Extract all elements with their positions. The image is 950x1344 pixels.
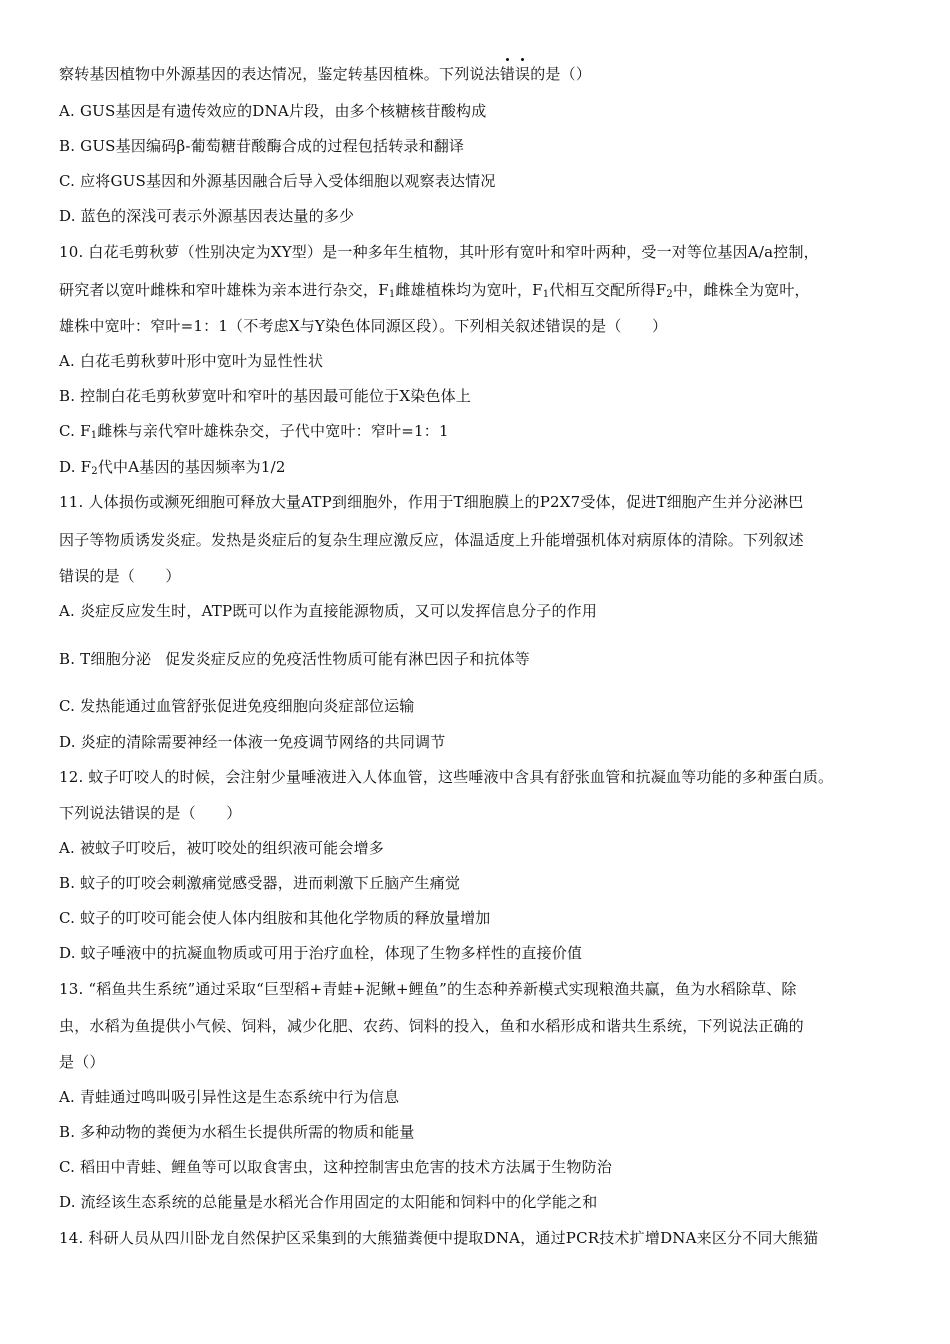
emphasis-mark: 错 xyxy=(499,65,516,83)
q11-option-d: D. 炎症的清除需要神经一体液一免疫调节网络的共同调节 xyxy=(59,733,446,751)
q12-stem-line2: 下列说法错误的是（ ） xyxy=(59,804,242,822)
q10-option-a: A. 白花毛剪秋萝叶形中宽叶为显性性状 xyxy=(59,352,324,370)
q12-stem-line1: 12. 蚊子叮咬人的时候，会注射少量唾液进入人体血管，这些唾液中含具有舒张血管和抗凝血等功能的多种蛋白质。 xyxy=(59,768,834,786)
q10-stem-line3: 雄株中宽叶：窄叶=1：1（不考虑X与Y染色体同源区段）。下列相关叙述错误的是（ ） xyxy=(59,317,668,335)
q10-option-b: B. 控制白花毛剪秋萝宽叶和窄叶的基因最可能位于X染色体上 xyxy=(59,387,472,405)
q9-stem-bracket: 的是（） xyxy=(530,65,592,83)
q13-stem-line2: 虫，水稻为鱼提供小气候、饲料，减少化肥、农药、饲料的投入，鱼和水稻形成和谐共生系统，下列说法正确的 xyxy=(59,1017,804,1035)
q12-option-a: A. 被蚊子叮咬后，被叮咬处的组织液可能会增多 xyxy=(59,839,384,857)
q14-stem-line1: 14. 科研人员从四川卧龙自然保护区采集到的大熊猫粪便中提取DNA，通过PCR技术扩增DNA来区分不同大熊猫 xyxy=(59,1229,819,1247)
q11-option-c: C. 发热能通过血管舒张促进免疫细胞向炎症部位运输 xyxy=(59,697,415,715)
q10-option-d: D. $F_2$代中A基因的基因频率为1/2 xyxy=(59,458,286,477)
q9-option-d: D. 蓝色的深浅可表示外源基因表达量的多少 xyxy=(59,207,355,225)
q10-stem-line1: 10. 白花毛剪秋萝（性别决定为XY型）是一种多年生植物，其叶形有宽叶和窄叶两种，受一对等位基因A/a控制， xyxy=(59,243,819,261)
q13-option-c: C. 稻田中青蛙、鲤鱼等可以取食害虫，这种控制害虫危害的技术方法属于生物防治 xyxy=(59,1158,613,1176)
q11-stem-line3: 错误的是（ ） xyxy=(59,567,181,585)
q13-option-d: D. 流经该生态系统的总能量是水稻光合作用固定的太阳能和饲料中的化学能之和 xyxy=(59,1193,598,1211)
q13-option-a: A. 青蛙通过鸣叫吸引异性这是生态系统中行为信息 xyxy=(59,1088,400,1106)
q13-stem-line3: 是（） xyxy=(59,1053,105,1071)
q12-option-d: D. 蚊子唾液中的抗凝血物质或可用于治疗血栓，体现了生物多样性的直接价值 xyxy=(59,944,583,962)
q12-option-c: C. 蚊子的叮咬可能会使人体内组胺和其他化学物质的释放量增加 xyxy=(59,909,491,927)
q13-option-b: B. 多种动物的粪便为水稻生长提供所需的物质和能量 xyxy=(59,1123,415,1141)
q11-option-a: A. 炎症反应发生时，ATP既可以作为直接能源物质，又可以发挥信息分子的作用 xyxy=(59,602,598,620)
q9-stem-tail xyxy=(59,64,591,84)
q12-option-b: B. 蚊子的叮咬会刺激痛觉感受器，进而刺激下丘脑产生痛觉 xyxy=(59,874,461,892)
q9-stem-text: 察转基因植物中外源基因的表达情况，鉴定转基因植株。下列说法 xyxy=(59,65,500,83)
q10-stem-line2: 研究者以宽叶雌株和窄叶雄株为亲本进行杂交，$F_1$雌雄植株均为宽叶，$F_1$代相互交配所得$F_2$中，雌株全为宽叶， xyxy=(59,281,810,300)
q9-option-a: A. GUS基因是有遗传效应的DNA片段，由多个核糖核苷酸构成 xyxy=(59,102,487,120)
q11-stem-line1: 11. 人体损伤或濒死细胞可释放大量ATP到细胞外，作用于T细胞膜上的P2X7受体，促进T细胞产生并分泌淋巴 xyxy=(59,493,804,511)
q11-option-b: B. T细胞分泌 促发炎症反应的免疫活性物质可能有淋巴因子和抗体等 xyxy=(59,650,530,668)
q13-stem-line1: 13. “稻鱼共生系统”通过采取“巨型稻+青蛙+泥鳅+鲤鱼”的生态种养新模式实现粮渔共赢，鱼为水稻除草、除 xyxy=(59,980,797,998)
q9-option-b: B. GUS基因编码β-葡萄糖苷酸酶合成的过程包括转录和翻译 xyxy=(59,137,465,155)
q10-option-c: C. $F_1$雌株与亲代窄叶雄株杂交，子代中宽叶：窄叶=1：1 xyxy=(59,422,449,441)
emphasis-mark: 误 xyxy=(515,65,531,83)
q9-option-c: C. 应将GUS基因和外源基因融合后导入受体细胞以观察表达情况 xyxy=(59,172,496,190)
q11-stem-line2: 因子等物质诱发炎症。发热是炎症后的复杂生理应激反应，体温适度上升能增强机体对病原体的清除。下列叙述 xyxy=(59,531,804,549)
